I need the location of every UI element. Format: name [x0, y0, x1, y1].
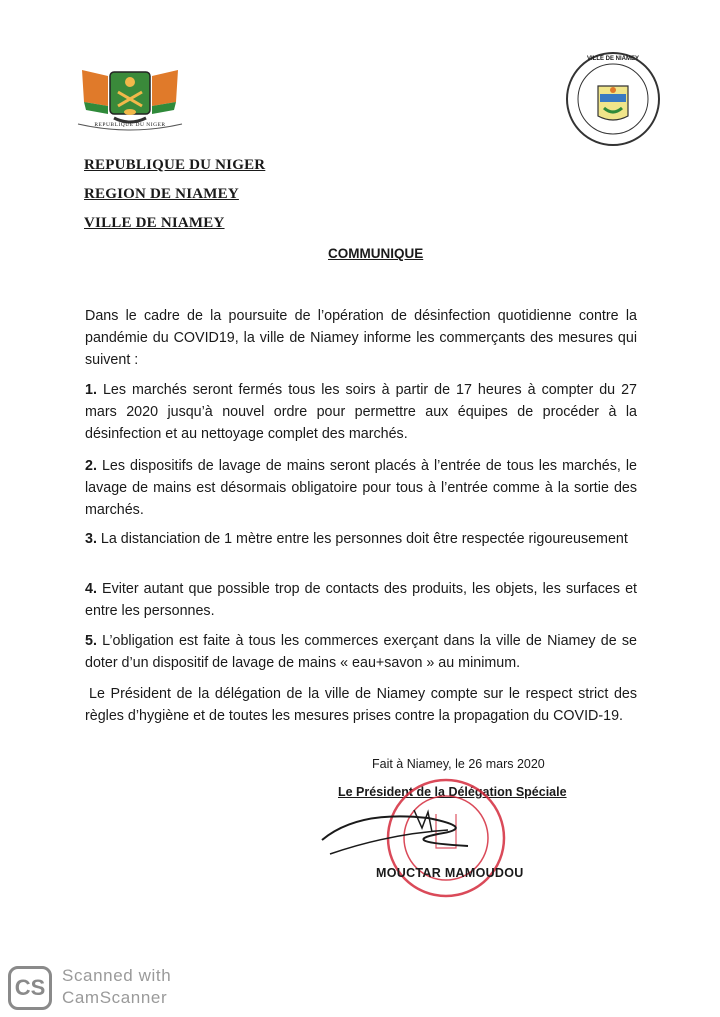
place-date: Fait à Niamey, le 26 mars 2020	[372, 757, 545, 771]
measure-text: Les marchés seront fermés tous les soirs à partir de 17 heures à compter du 27 mars 2020 jusqu’à nouvel ordre pour permettre aux équipes de procéder à la désinfection et au nettoyage complet des marchés.	[85, 382, 637, 442]
watermark-line2: CamScanner	[62, 988, 168, 1007]
measure-number: 4.	[85, 581, 97, 597]
signatory-role: Le Président de la Délégation Spéciale	[338, 785, 567, 799]
official-stamp	[318, 770, 528, 920]
header-city: VILLE DE NIAMEY	[84, 215, 225, 231]
header-country: REPUBLIQUE DU NIGER	[84, 157, 266, 173]
closing-paragraph: Le Président de la délégation de la ville de Niamey compte sur le respect strict des règles d’hygiène et de toutes les mesures prises contre la propagation du COVID-19.	[85, 686, 637, 724]
header-region: REGION DE NIAMEY	[84, 186, 239, 202]
measure-number: 5.	[85, 633, 97, 649]
coat-of-arms-caption: REPUBLIQUE DU NIGER	[94, 122, 166, 128]
measure-number: 3.	[85, 531, 97, 547]
watermark-line1: Scanned with	[62, 966, 172, 985]
measure-1	[85, 379, 637, 445]
city-emblem-seal	[564, 50, 662, 148]
measure-text: L’obligation est faite à tous les commerces exerçant dans la ville de Niamey de se doter d’un dispositif de lavage de mains « eau+savon » au minimum.	[85, 633, 637, 671]
measure-5	[85, 630, 637, 674]
coat-of-arms-logo	[74, 62, 186, 142]
signatory-name: MOUCTAR MAMOUDOU	[376, 866, 524, 880]
document-title: COMMUNIQUE	[328, 246, 424, 261]
measure-2	[85, 455, 637, 521]
measure-number: 1.	[85, 382, 97, 398]
measure-text: Les dispositifs de lavage de mains seront placés à l’entrée de tous les marchés, le lavage de mains est désormais obligatoire pour tous à l’entrée comme à la sortie des marchés.	[85, 458, 637, 518]
intro-paragraph: Dans le cadre de la poursuite de l’opération de désinfection quotidienne contre la pandémie du COVID19, la ville de Niamey informe les commerçants des mesures qui suivent :	[85, 308, 637, 368]
measure-text: La distanciation de 1 mètre entre les personnes doit être respectée rigoureusement	[100, 531, 628, 547]
city-emblem-text: VILLE DE NIAMEY	[586, 56, 639, 62]
measure-3	[85, 528, 637, 550]
camscanner-logo: CS	[8, 966, 52, 1010]
measure-4	[85, 578, 637, 622]
measure-text: Eviter autant que possible trop de contacts des produits, les objets, les surfaces et entre les personnes.	[85, 581, 637, 619]
measure-number: 2.	[85, 458, 97, 474]
